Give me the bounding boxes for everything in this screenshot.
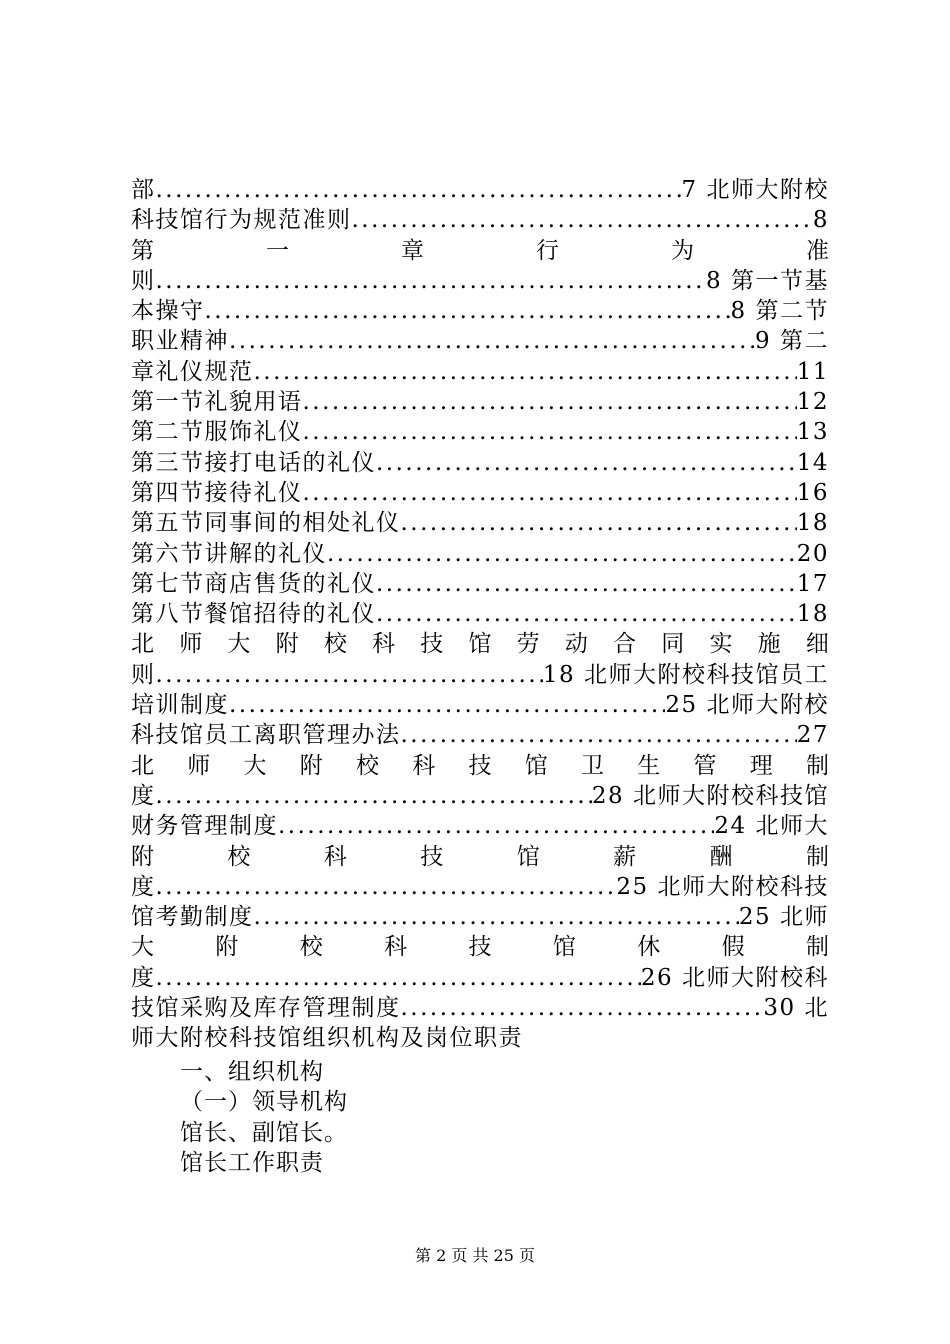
toc-entry-title: 职业精神 bbox=[131, 328, 229, 355]
toc-entry-title: 第八节餐馆招待的礼仪 bbox=[131, 601, 376, 628]
toc-entry-title: 则 bbox=[131, 661, 156, 688]
toc-entry-page: 24 北师大 bbox=[714, 813, 829, 840]
toc-line bbox=[131, 690, 829, 720]
toc-char: 合 bbox=[613, 631, 637, 658]
toc-entry-page: 8 第二节 bbox=[730, 298, 829, 325]
toc-line bbox=[131, 357, 829, 387]
toc-entry-page: 13 bbox=[796, 419, 829, 446]
toc-char: 师 bbox=[187, 752, 211, 779]
toc-char: 科 bbox=[384, 934, 408, 961]
toc-leader-dots bbox=[327, 539, 797, 569]
toc-char: 技 bbox=[468, 934, 492, 961]
toc-line bbox=[131, 963, 829, 993]
toc-char: 校 bbox=[356, 752, 379, 779]
toc-line bbox=[131, 781, 829, 811]
toc-line bbox=[131, 993, 829, 1023]
toc-leader-dots bbox=[376, 599, 797, 629]
toc-entry-page: 8 第一节基 bbox=[706, 267, 829, 294]
toc-leader-dots bbox=[156, 963, 641, 993]
body-text bbox=[180, 1057, 830, 1178]
toc-entry-page: 25 北师大附校 bbox=[665, 692, 829, 719]
toc-char: 附 bbox=[275, 631, 299, 658]
toc-line bbox=[131, 205, 829, 235]
toc-char: 师 bbox=[179, 631, 203, 658]
toc-char: 大 bbox=[131, 934, 154, 961]
toc-entry-page: 18 bbox=[796, 510, 829, 537]
toc-line-spaced bbox=[131, 236, 829, 266]
toc-line-spaced bbox=[131, 842, 829, 872]
toc-char: 校 bbox=[323, 631, 347, 658]
toc-leader-dots bbox=[401, 993, 764, 1023]
toc-char: 劳 bbox=[516, 631, 540, 658]
table-of-contents bbox=[131, 175, 829, 1054]
toc-leader-dots bbox=[376, 448, 797, 478]
toc-line bbox=[131, 569, 829, 599]
toc-char: 科 bbox=[412, 752, 436, 779]
toc-entry-page: 27 bbox=[796, 722, 829, 749]
toc-char: 馆 bbox=[468, 631, 492, 658]
toc-leader-dots bbox=[254, 902, 739, 932]
toc-char: 科 bbox=[372, 631, 396, 658]
toc-entry-title: 培训制度 bbox=[131, 692, 229, 719]
toc-char: 制 bbox=[806, 934, 829, 961]
body-paragraph: 一、组织机构 bbox=[180, 1059, 324, 1085]
toc-entry-title: 科技馆行为规范准则 bbox=[131, 207, 352, 234]
toc-entry-page: 9 第二 bbox=[755, 328, 829, 355]
toc-char: 实 bbox=[709, 631, 733, 658]
toc-char: 技 bbox=[420, 843, 444, 870]
toc-entry-page: 17 bbox=[796, 570, 829, 597]
toc-entry-page: 16 bbox=[796, 479, 829, 506]
toc-char: 理 bbox=[749, 752, 773, 779]
toc-leader-dots bbox=[156, 266, 707, 296]
toc-entry-title: 本操守 bbox=[131, 298, 205, 325]
toc-char: 章 bbox=[401, 237, 424, 264]
toc-char: 校 bbox=[299, 934, 323, 961]
toc-char: 北 bbox=[131, 631, 154, 658]
toc-char: 大 bbox=[227, 631, 251, 658]
toc-line bbox=[131, 266, 829, 296]
toc-entry-page: 8 bbox=[812, 207, 829, 234]
toc-entry-page: 30 北 bbox=[763, 995, 829, 1022]
toc-line bbox=[131, 539, 829, 569]
toc-entry-title: 第一节礼貌用语 bbox=[131, 389, 303, 416]
toc-entry-title: 度 bbox=[131, 873, 156, 900]
toc-line-spaced bbox=[131, 932, 829, 962]
toc-entry-title: 第四节接待礼仪 bbox=[131, 479, 303, 506]
toc-entry-title: 度 bbox=[131, 964, 156, 991]
toc-leader-dots bbox=[156, 872, 617, 902]
toc-char: 北 bbox=[131, 752, 154, 779]
toc-entry-title: 度 bbox=[131, 782, 156, 809]
toc-leader-dots bbox=[156, 175, 682, 205]
toc-char: 技 bbox=[420, 631, 444, 658]
toc-char: 细 bbox=[805, 631, 829, 658]
toc-entry-title: 第二节服饰礼仪 bbox=[131, 419, 303, 446]
toc-entry-title: 部 bbox=[131, 177, 156, 203]
toc-char: 第 bbox=[131, 237, 154, 264]
toc-line-spaced bbox=[131, 629, 829, 659]
toc-char: 附 bbox=[131, 843, 154, 870]
toc-char: 馆 bbox=[552, 934, 576, 961]
toc-char: 酬 bbox=[709, 843, 733, 870]
toc-entry-title: 第五节同事间的相处礼仪 bbox=[131, 510, 401, 537]
toc-leader-dots bbox=[278, 811, 714, 841]
toc-char: 制 bbox=[806, 752, 829, 779]
toc-entry-title: 第六节讲解的礼仪 bbox=[131, 540, 327, 567]
toc-line-spaced bbox=[131, 751, 829, 781]
page-footer: 第 2 页 共 25 页 bbox=[415, 1246, 535, 1265]
toc-entry-page: 11 bbox=[796, 358, 829, 385]
toc-char: 动 bbox=[564, 631, 588, 658]
toc-entry-page: 20 bbox=[796, 540, 829, 567]
body-paragraph: （一）领导机构 bbox=[180, 1089, 348, 1116]
toc-entry-page: 28 北师大附校科技馆 bbox=[591, 782, 829, 809]
toc-line bbox=[131, 417, 829, 447]
toc-char: 行 bbox=[536, 237, 559, 264]
toc-char: 科 bbox=[323, 843, 347, 870]
toc-leader-dots bbox=[303, 387, 797, 417]
toc-entry-page: 25 北师大附校科技 bbox=[616, 873, 829, 900]
toc-line bbox=[131, 902, 829, 932]
toc-leader-dots bbox=[352, 205, 813, 235]
toc-char: 生 bbox=[637, 752, 661, 779]
toc-line bbox=[131, 720, 829, 750]
toc-char: 为 bbox=[671, 237, 694, 264]
toc-line bbox=[131, 478, 829, 508]
toc-char: 管 bbox=[693, 752, 717, 779]
body-paragraph: 馆长、副馆长。 bbox=[180, 1119, 348, 1146]
toc-line bbox=[131, 175, 829, 205]
toc-leader-dots bbox=[205, 296, 731, 326]
toc-char: 校 bbox=[227, 843, 251, 870]
toc-entry-title: 科技馆员工离职管理办法 bbox=[131, 722, 401, 749]
toc-line bbox=[131, 508, 829, 538]
toc-line bbox=[131, 448, 829, 478]
toc-char: 附 bbox=[299, 752, 323, 779]
toc-entry-title: 财务管理制度 bbox=[131, 813, 278, 840]
toc-entry-title: 第三节接打电话的礼仪 bbox=[131, 449, 376, 476]
toc-line bbox=[131, 296, 829, 326]
toc-entry-page: 7 北师大附校 bbox=[681, 177, 829, 203]
toc-entry-page: 26 北师大附校科 bbox=[640, 964, 829, 991]
toc-entry-page: 25 北师 bbox=[738, 904, 829, 931]
toc-line bbox=[131, 872, 829, 902]
toc-leader-dots bbox=[229, 326, 755, 356]
toc-char: 技 bbox=[468, 752, 492, 779]
toc-entry-title: 章礼仪规范 bbox=[131, 358, 254, 385]
body-paragraph: 馆长工作职责 bbox=[180, 1149, 324, 1176]
toc-line bbox=[131, 387, 829, 417]
toc-char: 薪 bbox=[613, 843, 637, 870]
toc-entry-title: 则 bbox=[131, 267, 156, 294]
toc-char: 准 bbox=[806, 237, 829, 264]
toc-char: 制 bbox=[805, 843, 829, 870]
toc-char: 同 bbox=[661, 631, 685, 658]
toc-entry-page: 18 bbox=[796, 601, 829, 628]
toc-line bbox=[131, 326, 829, 356]
toc-entry-page: 12 bbox=[796, 389, 829, 416]
toc-line bbox=[131, 599, 829, 629]
toc-leader-dots bbox=[156, 660, 543, 690]
toc-line bbox=[131, 660, 829, 690]
toc-leader-dots bbox=[303, 417, 797, 447]
toc-entry-page: 14 bbox=[796, 449, 829, 476]
toc-char: 一 bbox=[266, 237, 289, 264]
toc-entry-page: 18 北师大附校科技馆员工 bbox=[542, 661, 829, 688]
toc-char: 卫 bbox=[581, 752, 604, 779]
toc-leader-dots bbox=[156, 781, 592, 811]
toc-char: 附 bbox=[215, 934, 239, 961]
toc-line bbox=[131, 811, 829, 841]
toc-char: 假 bbox=[721, 934, 745, 961]
toc-char: 休 bbox=[637, 934, 661, 961]
toc-char: 馆 bbox=[524, 752, 548, 779]
toc-leader-dots bbox=[303, 478, 797, 508]
toc-leader-dots bbox=[229, 690, 665, 720]
toc-leader-dots bbox=[401, 508, 797, 538]
toc-char: 大 bbox=[243, 752, 267, 779]
toc-line-text: 师大附校科技馆组织机构及岗位职责 bbox=[131, 1025, 523, 1052]
toc-entry-title: 技馆采购及库存管理制度 bbox=[131, 995, 401, 1022]
toc-leader-dots bbox=[401, 720, 797, 750]
toc-char: 馆 bbox=[516, 843, 540, 870]
toc-leader-dots bbox=[376, 569, 797, 599]
toc-leader-dots bbox=[254, 357, 797, 387]
toc-entry-title: 第七节商店售货的礼仪 bbox=[131, 570, 376, 597]
toc-entry-title: 馆考勤制度 bbox=[131, 904, 254, 931]
toc-char: 施 bbox=[757, 631, 781, 658]
